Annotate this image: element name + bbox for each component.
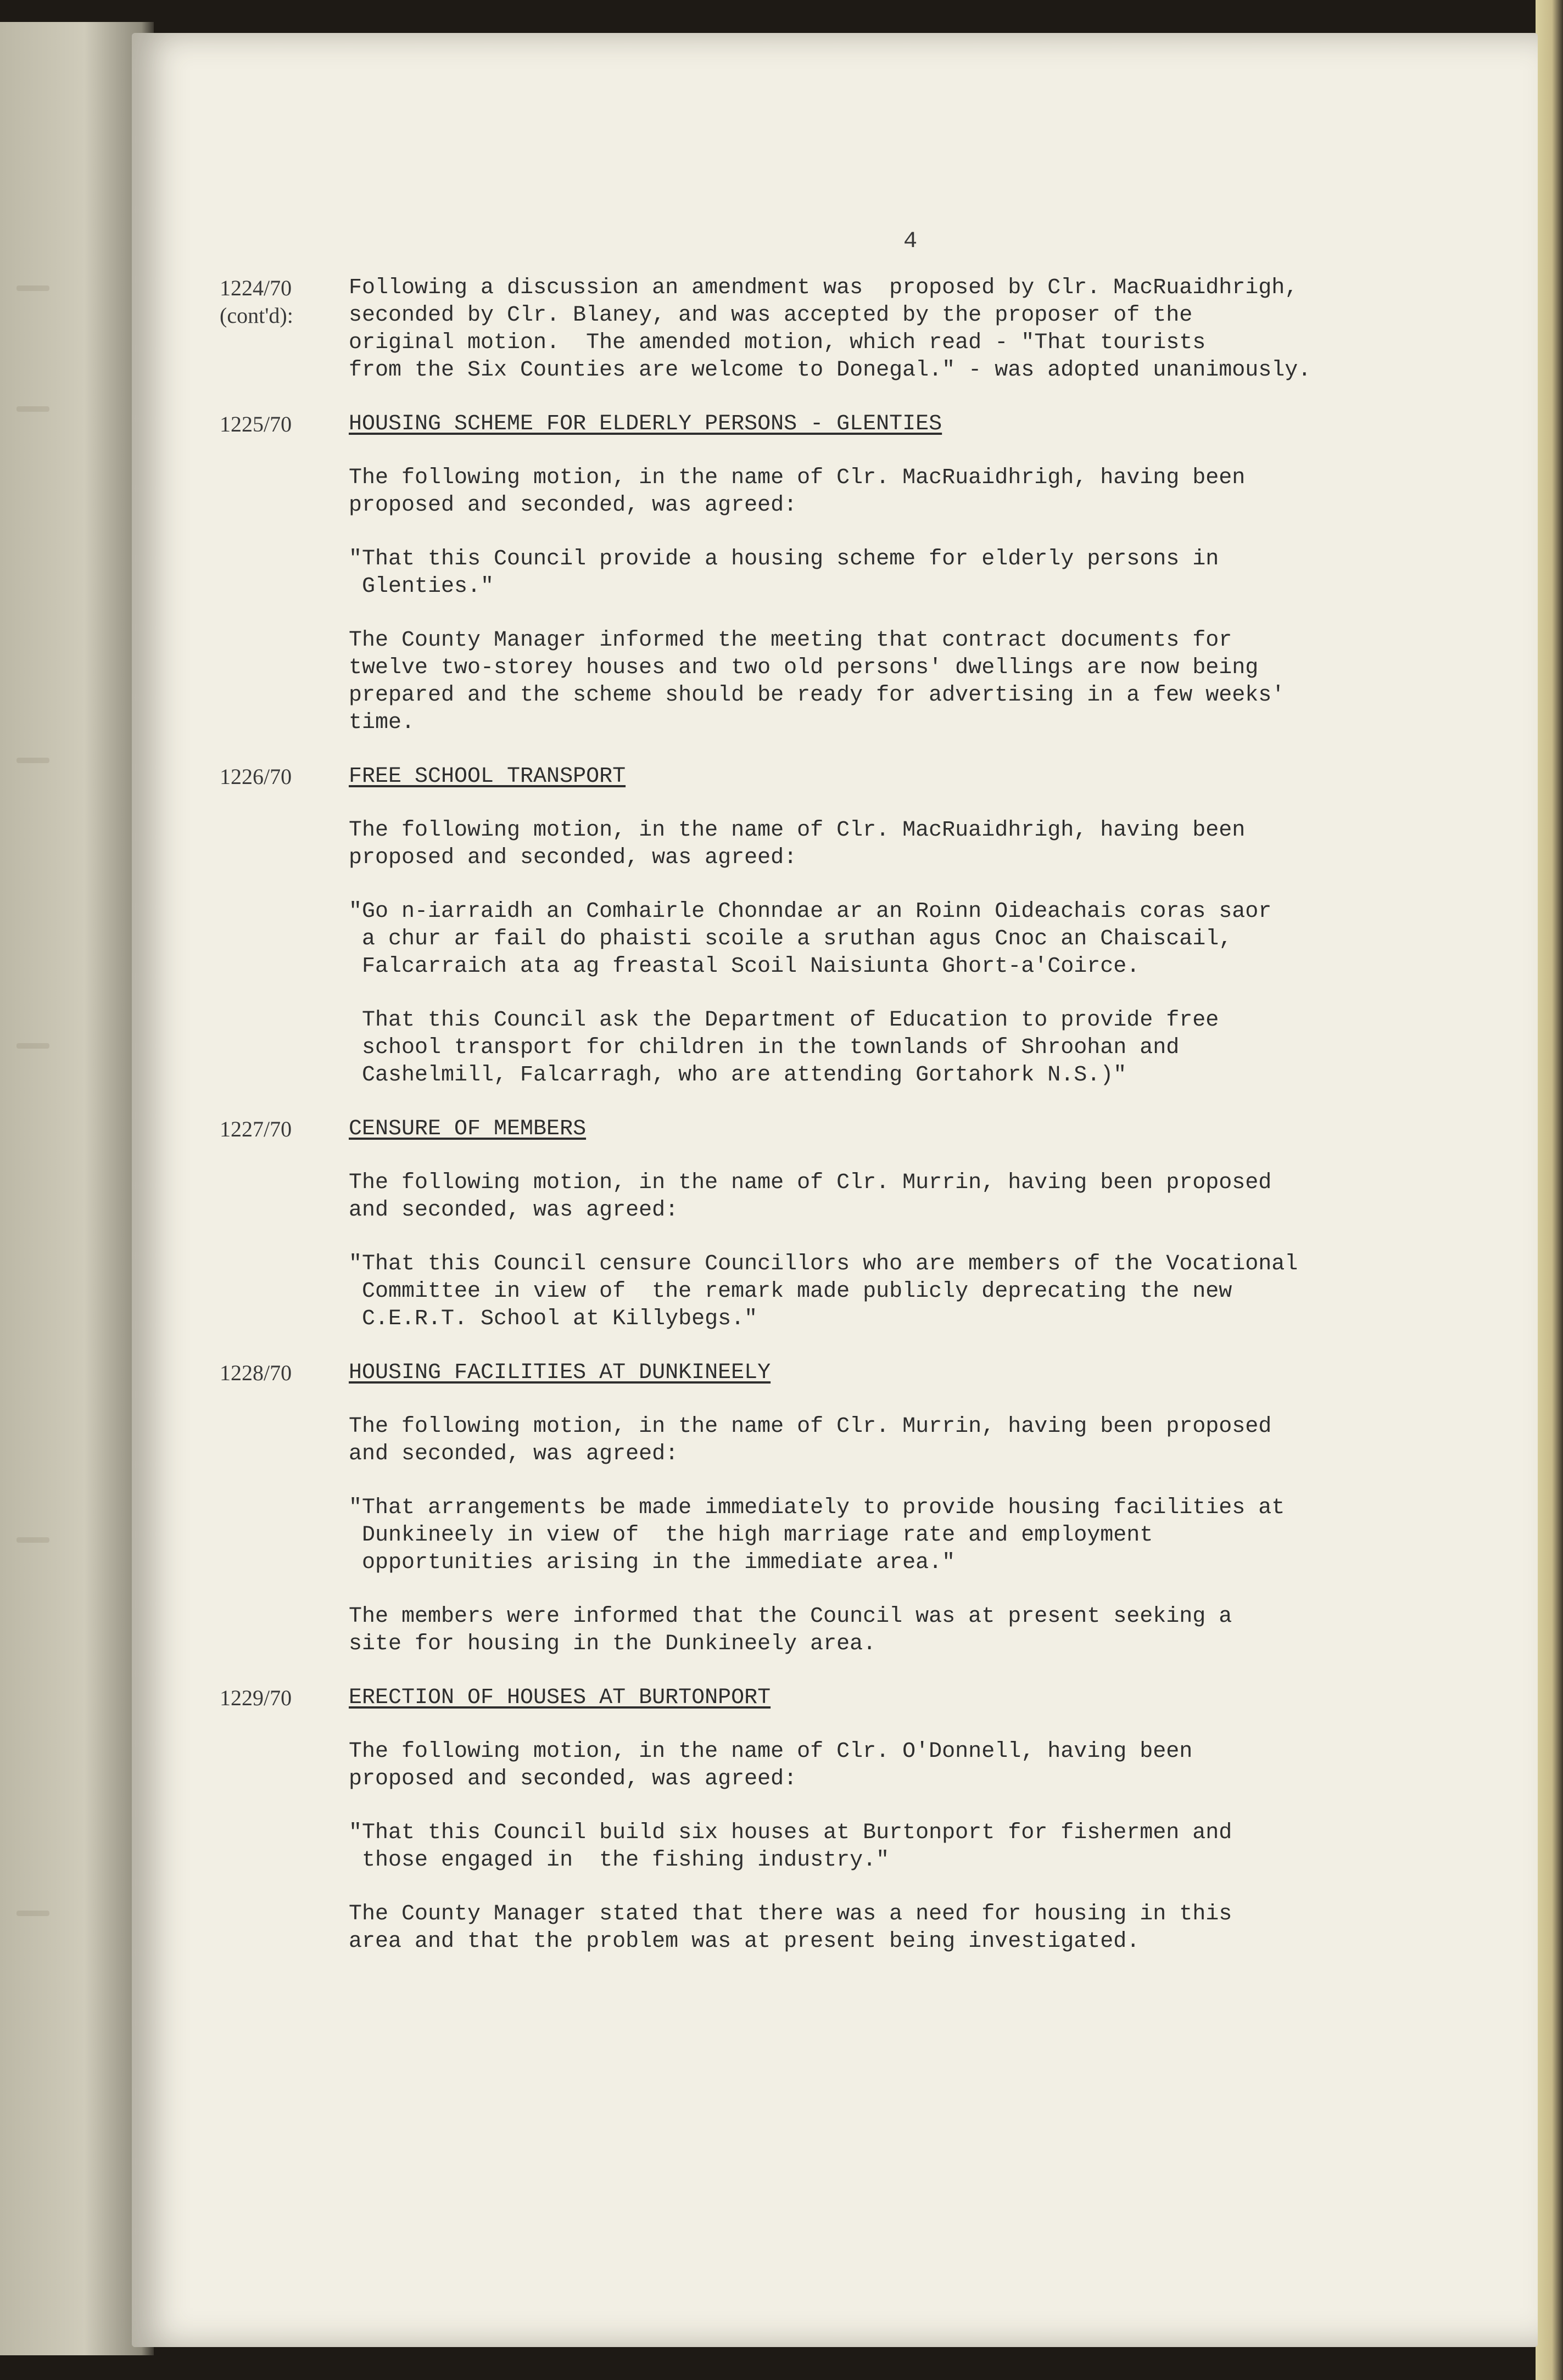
minute-entry	[220, 1359, 1483, 1658]
text-line: a chur ar fail do phaisti scoile a sruthan agus Cnoc an Chaiscail,	[349, 927, 1232, 951]
text-line: "That this Council provide a housing scheme for elderly persons in	[349, 547, 1219, 572]
text-line: those engaged in the fishing industry."	[349, 1848, 890, 1873]
facing-page-marks	[0, 22, 143, 2355]
paragraph	[349, 546, 1483, 601]
text-line: site for housing in the Dunkineely area.	[349, 1632, 877, 1656]
text-line: "That this Council build six houses at Burtonport for fishermen and	[349, 1821, 1232, 1845]
minute-entry	[220, 411, 1483, 737]
minute-heading: HOUSING FACILITIES AT DUNKINEELY	[349, 1360, 771, 1385]
paragraph	[349, 1603, 1483, 1658]
text-line: time.	[349, 710, 415, 735]
minute-body	[349, 1359, 1483, 1658]
text-line: twelve two-storey houses and two old persons' dwellings are now being	[349, 656, 1259, 680]
text-line: Falcarraich ata ag freastal Scoil Naisiunta Ghort-a'Coirce.	[349, 954, 1140, 979]
paragraph	[349, 898, 1483, 981]
paragraph	[349, 1169, 1483, 1224]
paragraph	[349, 1251, 1483, 1333]
paragraph	[349, 275, 1483, 384]
minute-entry	[220, 1684, 1483, 1956]
text-line: area and that the problem was at present being investigated.	[349, 1929, 1140, 1954]
page-number: 4	[903, 228, 918, 254]
paragraph	[349, 1738, 1483, 1793]
text-line: The members were informed that the Council was at present seeking a	[349, 1604, 1232, 1629]
minute-entry	[220, 275, 1483, 384]
minute-number: 1226/70	[220, 764, 292, 789]
minute-entry	[220, 763, 1483, 1089]
text-line: and seconded, was agreed:	[349, 1442, 679, 1466]
text-line: original motion. The amended motion, which read - "That tourists	[349, 331, 1206, 355]
minute-number: 1224/70 (cont'd):	[220, 276, 293, 328]
minute-body	[349, 411, 1483, 737]
minute-number: 1227/70	[220, 1117, 292, 1141]
text-line: The County Manager stated that there was a need for housing in this	[349, 1902, 1232, 1927]
minutes-content	[220, 275, 1483, 1982]
text-line: school transport for children in the townlands of Shroohan and	[349, 1035, 1180, 1060]
text-line: seconded by Clr. Blaney, and was accepted by the proposer of the	[349, 303, 1193, 328]
paragraph	[349, 1007, 1483, 1089]
text-line: The following motion, in the name of Clr. MacRuaidhrigh, having been	[349, 818, 1246, 843]
text-line: The County Manager informed the meeting that contract documents for	[349, 628, 1232, 653]
text-line: opportunities arising in the immediate area."	[349, 1550, 956, 1575]
minute-body	[349, 275, 1483, 384]
minute-number: 1229/70	[220, 1685, 292, 1710]
text-line: "That arrangements be made immediately to provide housing facilities at	[349, 1496, 1285, 1520]
binding-edge	[1536, 0, 1563, 2380]
text-line: The following motion, in the name of Clr. MacRuaidhrigh, having been	[349, 466, 1246, 490]
text-line: The following motion, in the name of Clr. Murrin, having been proposed	[349, 1414, 1272, 1439]
text-line: That this Council ask the Department of Education to provide free	[349, 1008, 1219, 1033]
minute-body	[349, 1684, 1483, 1956]
text-line: "Go n-iarraidh an Comhairle Chonndae ar an Roinn Oideachais coras saor	[349, 899, 1272, 924]
minute-number: 1228/70	[220, 1360, 292, 1385]
paragraph	[349, 817, 1483, 872]
text-line: Committee in view of the remark made publicly deprecating the new	[349, 1279, 1232, 1304]
minute-heading: ERECTION OF HOUSES AT BURTONPORT	[349, 1685, 771, 1710]
text-line: The following motion, in the name of Clr. O'Donnell, having been	[349, 1739, 1193, 1764]
text-line: proposed and seconded, was agreed:	[349, 1767, 797, 1791]
paragraph	[349, 627, 1483, 737]
minute-heading: HOUSING SCHEME FOR ELDERLY PERSONS - GLENTIES	[349, 412, 942, 436]
text-line: C.E.R.T. School at Killybegs."	[349, 1307, 758, 1331]
text-line: from the Six Counties are welcome to Donegal." - was adopted unanimously.	[349, 358, 1311, 383]
paragraph	[349, 464, 1483, 519]
text-line: Dunkineely in view of the high marriage rate and employment	[349, 1523, 1153, 1548]
minute-number: 1225/70	[220, 412, 292, 436]
text-line: Glenties."	[349, 574, 494, 599]
text-line: Following a discussion an amendment was proposed by Clr. MacRuaidhrigh,	[349, 276, 1298, 300]
minute-entry	[220, 1116, 1483, 1333]
text-line: Cashelmill, Falcarragh, who are attending Gortahork N.S.)"	[349, 1063, 1127, 1088]
minute-heading: CENSURE OF MEMBERS	[349, 1117, 587, 1141]
text-line: and seconded, was agreed:	[349, 1198, 679, 1223]
text-line: proposed and seconded, was agreed:	[349, 845, 797, 870]
text-line: "That this Council censure Councillors who are members of the Vocational	[349, 1252, 1298, 1276]
paragraph	[349, 1819, 1483, 1874]
paragraph	[349, 1413, 1483, 1468]
paragraph	[349, 1901, 1483, 1956]
paragraph	[349, 1494, 1483, 1577]
text-line: prepared and the scheme should be ready for advertising in a few weeks'	[349, 683, 1285, 708]
minute-heading: FREE SCHOOL TRANSPORT	[349, 764, 626, 789]
minute-body	[349, 763, 1483, 1089]
text-line: proposed and seconded, was agreed:	[349, 493, 797, 518]
text-line: The following motion, in the name of Clr. Murrin, having been proposed	[349, 1171, 1272, 1195]
minute-body	[349, 1116, 1483, 1333]
